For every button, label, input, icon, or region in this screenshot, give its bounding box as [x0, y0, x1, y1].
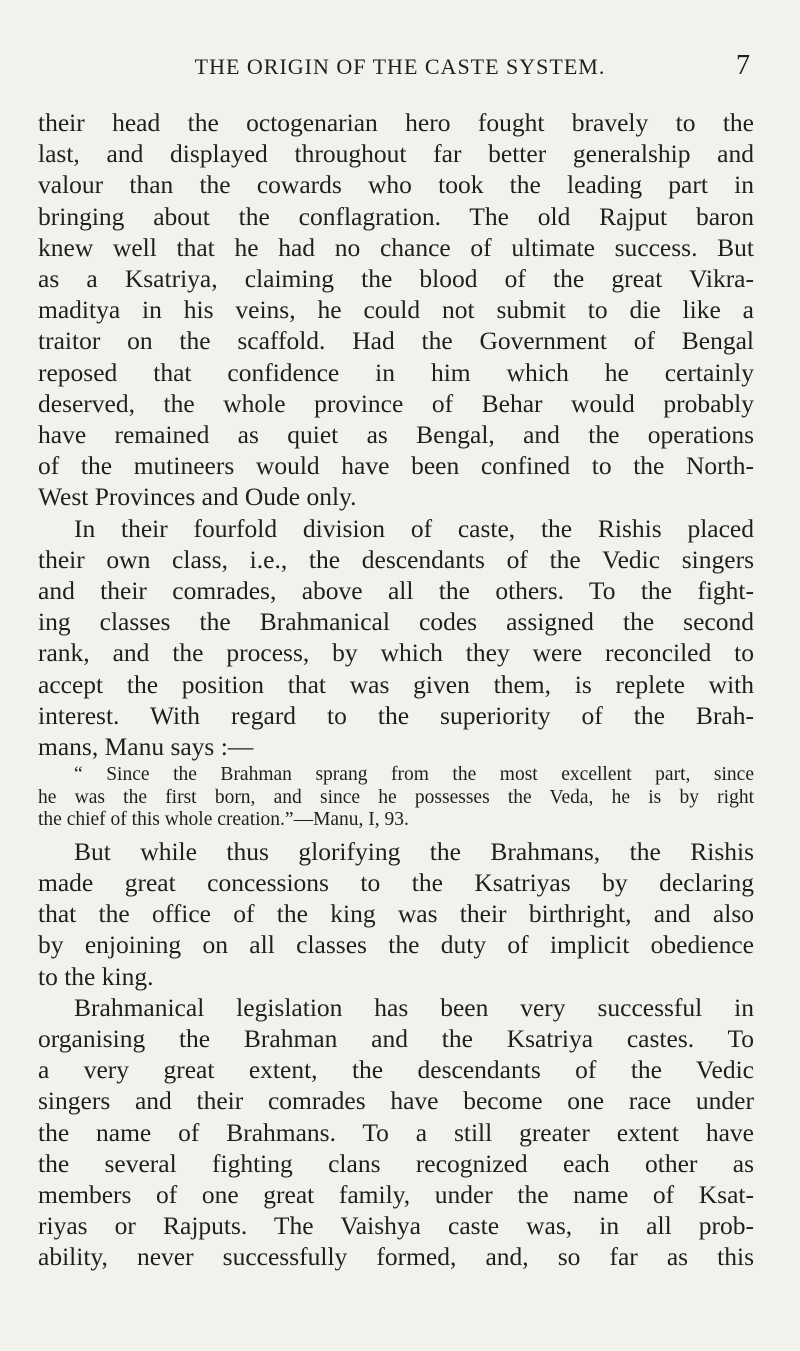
text-line: singers and their comrades have become one race under	[38, 1086, 754, 1116]
text-line: by enjoining on all classes the duty of implicit obedience	[38, 930, 754, 960]
text-line: maditya in his veins, he could not submit to die like a	[38, 295, 754, 325]
text-line: members of one great family, under the name of Ksat-	[38, 1180, 754, 1209]
block-quote	[38, 764, 754, 832]
text-line: of the mutineers would have been confined to the North-	[38, 451, 754, 481]
text-line: mans, Manu says :—	[38, 732, 254, 762]
text-line: their head the octogenarian hero fought bravely to the	[38, 108, 754, 137]
text-line: ability, never successfully formed, and, so far as this	[38, 1242, 754, 1272]
body-text	[38, 107, 754, 1273]
text-line: made great concessions to the Ksatriyas by declaring	[38, 867, 754, 897]
text-line: organising the Brahman and the Ksatriya castes. To	[38, 1023, 754, 1053]
text-line: accept the position that was given them, is replete with	[38, 669, 754, 699]
text-line: a very great extent, the descendants of the Vedic	[38, 1055, 754, 1085]
quote-line: he was the first born, and since he possesses the Veda, he is by right	[38, 786, 754, 808]
text-line: traitor on the scaffold. Had the Government of Bengal	[38, 326, 754, 356]
text-line: to the king.	[38, 961, 154, 991]
text-line: the several fighting clans recognized each other as	[38, 1148, 754, 1178]
text-line: have remained as quiet as Bengal, and the operations	[38, 420, 754, 450]
page-number: 7	[736, 50, 750, 81]
text-line: valour than the cowards who took the leading part in	[38, 170, 754, 200]
text-line: interest. With regard to the superiority of the Brah-	[38, 700, 754, 730]
text-line: But while thus glorifying the Brahmans, the Rishis	[74, 836, 754, 866]
text-line: bringing about the conflagration. The old Rajput baron	[38, 201, 754, 231]
text-line: as a Ksatriya, claiming the blood of the great Vikra-	[38, 264, 754, 294]
text-line: In their fourfold division of caste, the Rishis placed	[74, 513, 754, 543]
text-line: reposed that confidence in him which he certainly	[38, 357, 754, 387]
running-head	[0, 50, 800, 90]
text-line: rank, and the process, by which they were reconciled to	[38, 638, 754, 668]
text-line: last, and displayed throughout far better generalship and	[38, 139, 754, 169]
text-line: knew well that he had no chance of ultimate success. But	[38, 232, 754, 262]
text-line: West Provinces and Oude only.	[38, 482, 357, 512]
quote-line: “ Since the Brahman sprang from the most excellent part, since	[74, 764, 754, 786]
running-title: THE ORIGIN OF THE CASTE SYSTEM.	[194, 54, 606, 79]
text-line: the name of Brahmans. To a still greater extent have	[38, 1117, 754, 1147]
text-line: Brahmanical legislation has been very successful in	[74, 992, 754, 1022]
text-line: and their comrades, above all the others. To the fight-	[38, 576, 754, 606]
text-line: riyas or Rajputs. The Vaishya caste was, in all prob-	[38, 1211, 754, 1241]
text-line: ing classes the Brahmanical codes assigned the second	[38, 607, 754, 637]
text-line: deserved, the whole province of Behar would probably	[38, 388, 754, 418]
text-line: their own class, i.e., the descendants of the Vedic singers	[38, 544, 754, 574]
text-line: that the office of the king was their birthright, and also	[38, 899, 754, 929]
quote-line: the chief of this whole creation.”—Manu, I, 93.	[38, 809, 409, 831]
